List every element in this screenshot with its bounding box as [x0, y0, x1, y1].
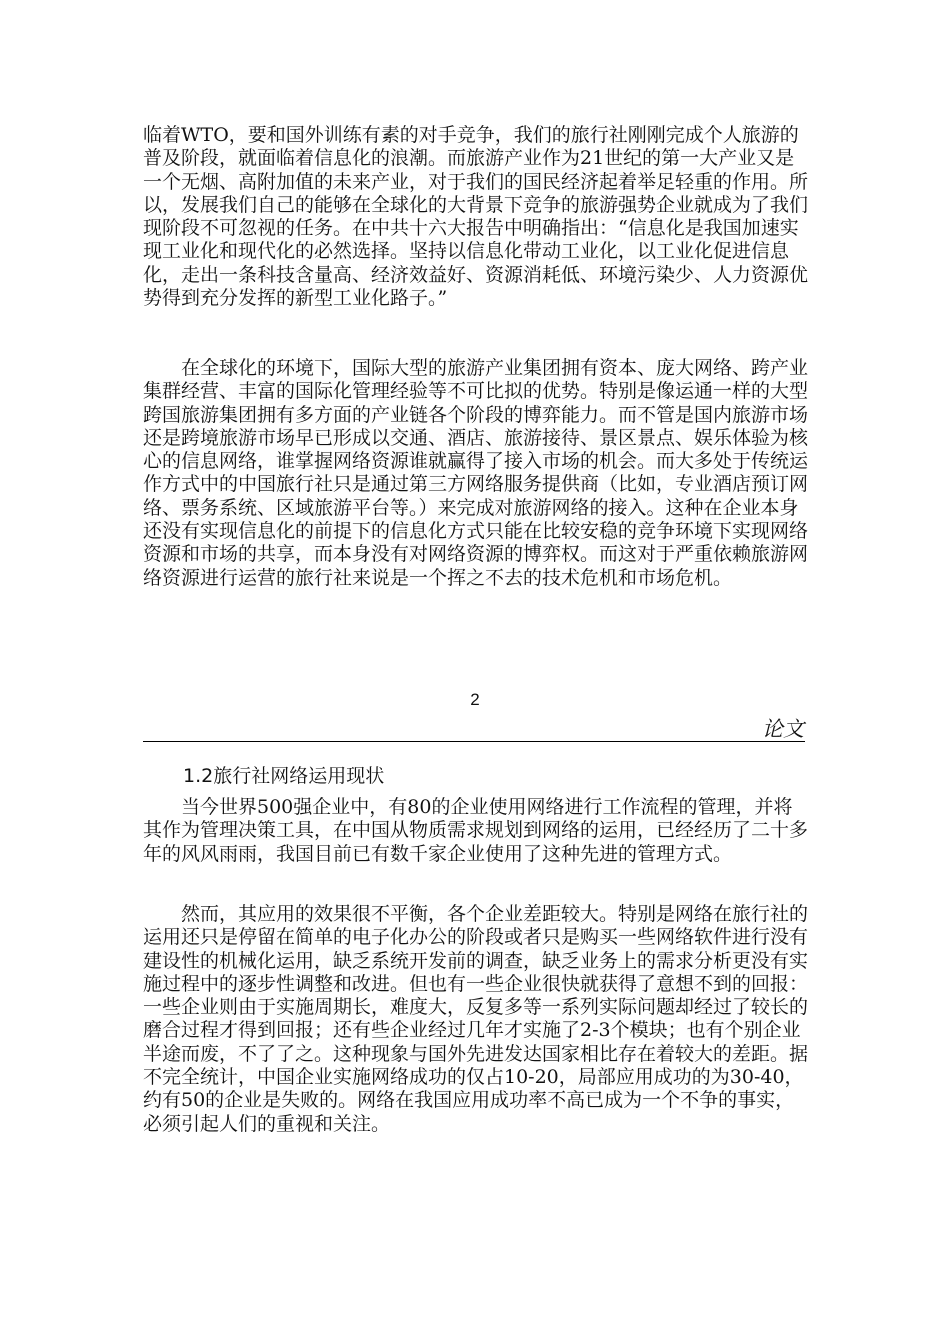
- header-divider: [143, 741, 805, 742]
- page-number: 2: [470, 690, 480, 709]
- body-paragraph: 在全球化的环境下，国际大型的旅游产业集团拥有资本、庞大网络、跨产业集群经营、丰富的国际化管理经验等不可比拟的优势。特别是像运通一样的大型跨国旅游集团拥有多方面的产业链各个阶段的博弈能力。而不管是国内旅游市场还是跨境旅游市场早已形成以交通、酒店、旅游接待、景区景点、娱乐体验为核心的信息网络，谁掌握网络资源谁就赢得了接入市场的机会。而大多处于传统运作方式中的中国旅行社只是通过第三方网络服务提供商（比如，专业酒店预订网络、票务系统、区域旅游平台等。）来完成对旅游网络的接入。这种在企业本身还没有实现信息化的前提下的信息化方式只能在比较安稳的竞争环境下实现网络资源和市场的共享，而本身没有对网络资源的博弈权。而这对于严重依赖旅游网络资源进行运营的旅行社来说是一个挥之不去的技术危机和市场危机。: [143, 357, 809, 589]
- body-paragraph: 临着WTO，要和国外训练有素的对手竞争，我们的旅行社刚刚完成个人旅游的普及阶段，就面临着信息化的浪潮。而旅游产业作为21世纪的第一大产业又是一个无烟、高附加值的未来产业，对于我们的国民经济起着举足轻重的作用。所以，发展我们自己的能够在全球化的大背景下竞争的旅游强势企业就成为了我们现阶段不可忽视的任务。在中共十六大报告中明确指出：“信息化是我国加速实现工业化和现代化的必然选择。坚持以信息化带动工业化，以工业化促进信息化，走出一条科技含量高、经济效益好、资源消耗低、环境污染少、人力资源优势得到充分发挥的新型工业化路子。”: [143, 124, 809, 310]
- body-paragraph: 当今世界500强企业中，有80的企业使用网络进行工作流程的管理，并将其作为管理决策工具，在中国从物质需求规划到网络的运用，已经经历了二十多年的风风雨雨，我国目前已有数千家企业使用了这种先进的管理方式。: [143, 796, 809, 865]
- page-header-label: 论文: [762, 717, 804, 741]
- body-paragraph: 然而，其应用的效果很不平衡，各个企业差距较大。特别是网络在旅行社的运用还只是停留在简单的电子化办公的阶段或者只是购买一些网络软件进行没有建设性的机械化运用，缺乏系统开发前的调查，缺乏业务上的需求分析更没有实施过程中的逐步性调整和改进。但也有一些企业很快就获得了意想不到的回报：一些企业则由于实施周期长，难度大，反复多等一系列实际问题却经过了较长的磨合过程才得到回报；还有些企业经过几年才实施了2-3个模块；也有个别企业半途而废，不了了之。这种现象与国外先进发达国家相比存在着较大的差距。据不完全统计，中国企业实施网络成功的仅占10-20，局部应用成功的为30-40，约有50的企业是失败的。网络在我国应用成功率不高已成为一个不争的事实，必须引起人们的重视和关注。: [143, 903, 809, 1135]
- section-heading: 1.2旅行社网络运用现状: [183, 765, 385, 787]
